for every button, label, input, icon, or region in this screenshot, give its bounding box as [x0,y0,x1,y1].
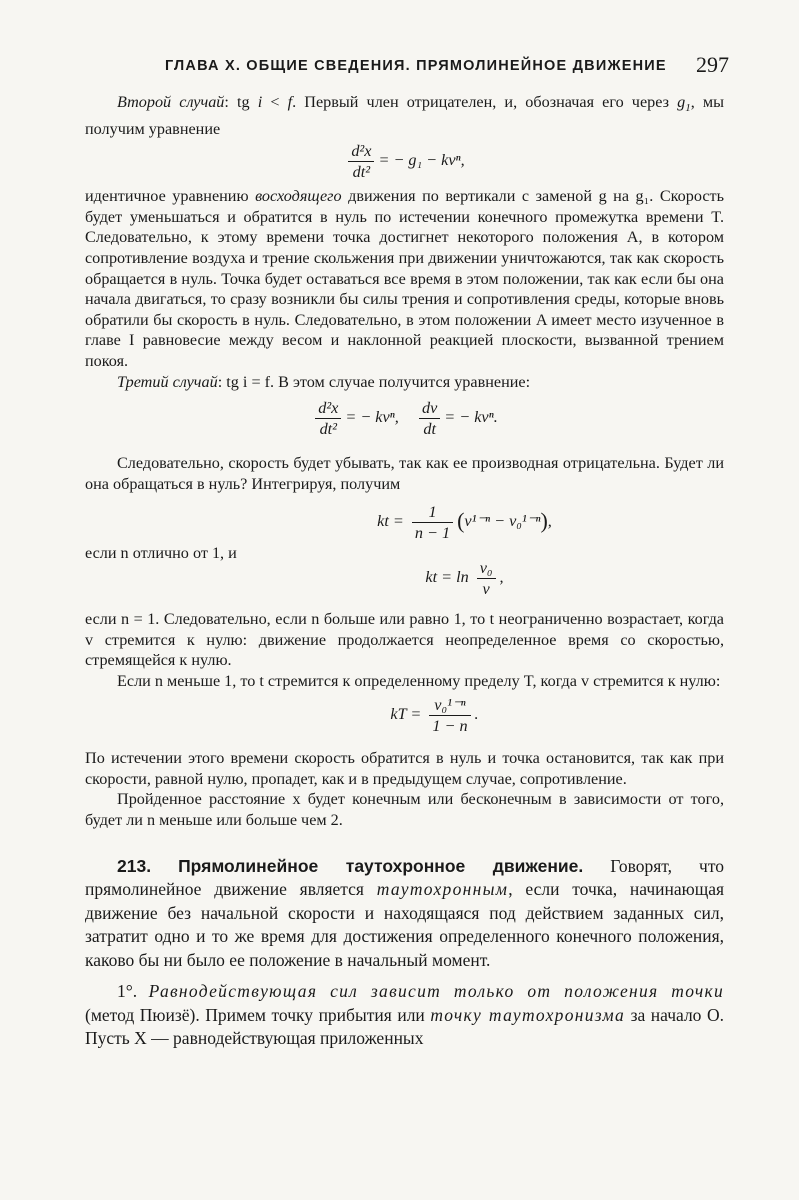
case2-equation: $\frac{\text{d²x}}{\text{dt²}}$ = − g₁ − kvⁿ, [85,141,724,182]
equation-ln: kt = ln $\frac{\text{v₀}}{v}$ , [425,558,504,598]
case3-paragraph2: если n = 1. Следовательно, если n больше или равно 1, то t неограниченно возрастает, когда v стремится к нулю: движение продолжается неопределенное время со скоростью, стремящейся к нулю. [85,609,724,670]
page-header [115,52,729,82]
page-body [85,92,724,1051]
equation-kT: kT = $\frac{\text{v₀¹⁻ⁿ}}{1 - n}$ . [390,696,479,736]
case2-intro: Второй случай: tg i < f. Первый член отрицателен, и, обозначая его через $g_1$, мы получим уравнение [85,93,725,138]
page-number: 297 [696,52,729,77]
case3-paragraph4: По истечении этого времени скорость обратится в нуль и точка остановится, так как при скорости, равной нулю, пропадет, как и в предыдущем случае, сопротивление. [85,749,724,788]
case3-intro: Третий случай: tg i = f. В этом случае получится уравнение: [117,372,531,391]
case2-label: Второй случай [117,93,225,111]
running-title: ГЛАВА X. ОБЩИЕ СВЕДЕНИЯ. ПРЯМОЛИНЕЙНОЕ ДВИЖЕНИЕ [165,58,667,74]
equation-kt: kt = $\frac{1}{n - 1}$ (v¹⁻ⁿ − v₀¹⁻ⁿ), [377,503,552,543]
section-number: 213. [117,855,152,876]
condition-n-not-1: если n отлично от 1, и [85,544,237,563]
item-1: 1°. Равнодействующая сил зависит только от положения точки (метод Пюизё). Примем точку прибытия или точку таутохронизма за начало O. Пусть X — равнодействующая приложенных [85,981,725,1049]
case3-paragraph3: Если n меньше 1, то t стремится к определенному пределу T, когда v стремится к нулю: [117,671,721,690]
fraction: $\frac{\text{d²x}}{\text{dt²}}$ [348,141,374,182]
case3-paragraph5: Пройденное расстояние x будет конечным или бесконечным в зависимости от того, будет ли n меньше или больше чем 2. [85,790,724,830]
case3-paragraph1: Следовательно, скорость будет убывать, так как ее производная отрицательна. Будет ли она обращаться в нуль? Интегрируя, получим [85,454,724,493]
ascending-word: восходящего [255,187,342,206]
case2-paragraph: идентичное уравнению восходящего движения по вертикали с заменой g на g₁. Скорость будет уменьшаться и обратится в нуль по истечении конечного промежутка времени T. Следовательно, к этому времени точка достигнет некоторого положения A, в котором сопротивление воздуха и трение скольжения при движении уничтожаются, так как скорость обращается в нуль. Точка будет оставаться все время в этом положении, так как если бы она начала двигаться, то сразу возникли бы силы трения и сопротивления среды, которые вновь обратили бы скорость в нуль. Следовательно, в этом положении A имеет место изученное в главе I равновесие между весом и наклонной реакцией плоскости, вызванной трением покоя. [85,187,725,370]
section-title: Прямолинейное таутохронное движение. [178,855,584,876]
section-213: 213. Прямолинейное таутохронное движение. Говорят, что прямолинейное движение является таутохронным, если точка, начинающая движение без начальной скорости и находящаяся под действием заданных сил, затратит одно и то же время для достижения определенного конечного положения, каково бы ни было ее положение в начальный момент. [85,855,725,970]
case3-equations: $\frac{\text{d²x}}{\text{dt²}}$ = − kvⁿ, $\frac{dv}{dt}$ = − kvⁿ. [85,398,724,439]
case3-label: Третий случай [117,372,218,391]
